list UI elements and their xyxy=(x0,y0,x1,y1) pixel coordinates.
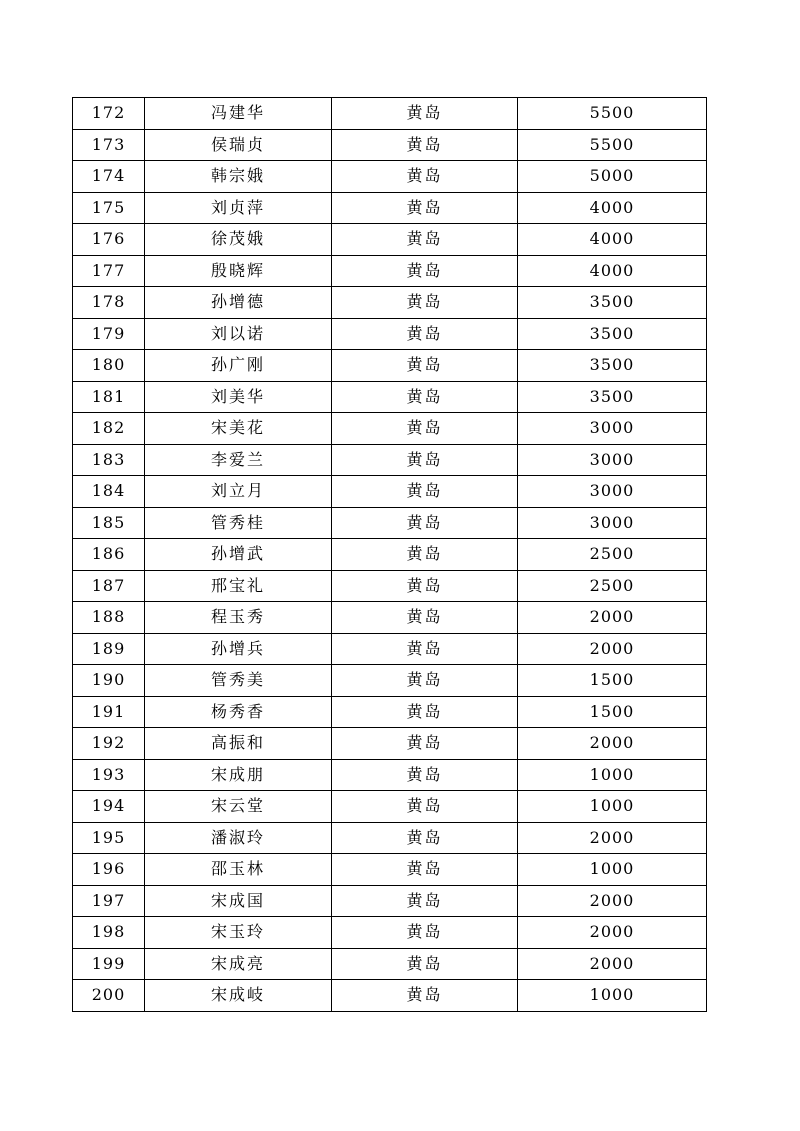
table-row xyxy=(73,759,707,791)
person-name: 宋玉玲 xyxy=(145,917,332,949)
amount-value: 2000 xyxy=(518,822,707,854)
place-name: 黄岛 xyxy=(332,539,518,571)
table-row xyxy=(73,602,707,634)
amount-value: 1000 xyxy=(518,980,707,1012)
amount-value: 5500 xyxy=(518,98,707,130)
person-name: 邢宝礼 xyxy=(145,570,332,602)
row-number: 193 xyxy=(73,759,145,791)
row-number: 198 xyxy=(73,917,145,949)
row-number: 184 xyxy=(73,476,145,508)
person-name: 徐茂娥 xyxy=(145,224,332,256)
place-name: 黄岛 xyxy=(332,255,518,287)
row-number: 196 xyxy=(73,854,145,886)
row-number: 190 xyxy=(73,665,145,697)
place-name: 黄岛 xyxy=(332,570,518,602)
row-number: 199 xyxy=(73,948,145,980)
amount-value: 4000 xyxy=(518,255,707,287)
place-name: 黄岛 xyxy=(332,98,518,130)
table-row xyxy=(73,413,707,445)
table-row xyxy=(73,476,707,508)
person-name: 宋成亮 xyxy=(145,948,332,980)
person-name: 高振和 xyxy=(145,728,332,760)
person-name: 冯建华 xyxy=(145,98,332,130)
row-number: 200 xyxy=(73,980,145,1012)
amount-value: 3500 xyxy=(518,381,707,413)
table-row xyxy=(73,381,707,413)
person-name: 孙广刚 xyxy=(145,350,332,382)
row-number: 188 xyxy=(73,602,145,634)
row-number: 175 xyxy=(73,192,145,224)
place-name: 黄岛 xyxy=(332,413,518,445)
place-name: 黄岛 xyxy=(332,476,518,508)
table-row xyxy=(73,287,707,319)
row-number: 187 xyxy=(73,570,145,602)
row-number: 189 xyxy=(73,633,145,665)
row-number: 179 xyxy=(73,318,145,350)
amount-value: 3500 xyxy=(518,350,707,382)
person-name: 李爱兰 xyxy=(145,444,332,476)
person-name: 潘淑玲 xyxy=(145,822,332,854)
amount-value: 3000 xyxy=(518,413,707,445)
amount-value: 1500 xyxy=(518,696,707,728)
table-row xyxy=(73,350,707,382)
table-row xyxy=(73,948,707,980)
row-number: 194 xyxy=(73,791,145,823)
person-name: 宋成国 xyxy=(145,885,332,917)
place-name: 黄岛 xyxy=(332,948,518,980)
person-name: 刘立月 xyxy=(145,476,332,508)
amount-value: 2000 xyxy=(518,885,707,917)
person-name: 孙增兵 xyxy=(145,633,332,665)
table-row xyxy=(73,980,707,1012)
place-name: 黄岛 xyxy=(332,129,518,161)
row-number: 178 xyxy=(73,287,145,319)
row-number: 197 xyxy=(73,885,145,917)
person-name: 邵玉林 xyxy=(145,854,332,886)
row-number: 180 xyxy=(73,350,145,382)
place-name: 黄岛 xyxy=(332,728,518,760)
row-number: 192 xyxy=(73,728,145,760)
person-name: 管秀美 xyxy=(145,665,332,697)
person-name: 宋成岐 xyxy=(145,980,332,1012)
amount-value: 1000 xyxy=(518,759,707,791)
amount-value: 3000 xyxy=(518,507,707,539)
table-row xyxy=(73,728,707,760)
amount-value: 2000 xyxy=(518,728,707,760)
row-number: 176 xyxy=(73,224,145,256)
place-name: 黄岛 xyxy=(332,444,518,476)
row-number: 181 xyxy=(73,381,145,413)
place-name: 黄岛 xyxy=(332,381,518,413)
row-number: 195 xyxy=(73,822,145,854)
table-row xyxy=(73,854,707,886)
place-name: 黄岛 xyxy=(332,161,518,193)
row-number: 182 xyxy=(73,413,145,445)
amount-value: 3000 xyxy=(518,444,707,476)
table-row xyxy=(73,444,707,476)
person-name: 程玉秀 xyxy=(145,602,332,634)
table-row xyxy=(73,665,707,697)
amount-value: 1000 xyxy=(518,791,707,823)
row-number: 191 xyxy=(73,696,145,728)
person-name: 韩宗娥 xyxy=(145,161,332,193)
amount-value: 2000 xyxy=(518,917,707,949)
table-row xyxy=(73,98,707,130)
place-name: 黄岛 xyxy=(332,192,518,224)
row-number: 185 xyxy=(73,507,145,539)
amount-value: 5000 xyxy=(518,161,707,193)
row-number: 174 xyxy=(73,161,145,193)
table-row xyxy=(73,822,707,854)
amount-value: 2500 xyxy=(518,570,707,602)
person-name: 殷晓辉 xyxy=(145,255,332,287)
roster-table xyxy=(72,97,707,1012)
amount-value: 2000 xyxy=(518,948,707,980)
place-name: 黄岛 xyxy=(332,791,518,823)
place-name: 黄岛 xyxy=(332,696,518,728)
person-name: 宋美花 xyxy=(145,413,332,445)
table-row xyxy=(73,224,707,256)
place-name: 黄岛 xyxy=(332,885,518,917)
table-row xyxy=(73,633,707,665)
place-name: 黄岛 xyxy=(332,917,518,949)
person-name: 管秀桂 xyxy=(145,507,332,539)
row-number: 173 xyxy=(73,129,145,161)
place-name: 黄岛 xyxy=(332,602,518,634)
person-name: 孙增德 xyxy=(145,287,332,319)
person-name: 刘美华 xyxy=(145,381,332,413)
place-name: 黄岛 xyxy=(332,854,518,886)
row-number: 177 xyxy=(73,255,145,287)
table-row xyxy=(73,696,707,728)
place-name: 黄岛 xyxy=(332,665,518,697)
place-name: 黄岛 xyxy=(332,980,518,1012)
row-number: 186 xyxy=(73,539,145,571)
amount-value: 2500 xyxy=(518,539,707,571)
table-row xyxy=(73,539,707,571)
place-name: 黄岛 xyxy=(332,287,518,319)
table-row xyxy=(73,161,707,193)
table-row xyxy=(73,318,707,350)
amount-value: 2000 xyxy=(518,602,707,634)
row-number: 183 xyxy=(73,444,145,476)
table-row xyxy=(73,791,707,823)
person-name: 杨秀香 xyxy=(145,696,332,728)
place-name: 黄岛 xyxy=(332,759,518,791)
amount-value: 4000 xyxy=(518,224,707,256)
table-row xyxy=(73,255,707,287)
amount-value: 5500 xyxy=(518,129,707,161)
table-row xyxy=(73,507,707,539)
person-name: 孙增武 xyxy=(145,539,332,571)
amount-value: 4000 xyxy=(518,192,707,224)
roster-table-body xyxy=(73,98,707,1012)
person-name: 宋云堂 xyxy=(145,791,332,823)
table-row xyxy=(73,129,707,161)
amount-value: 1000 xyxy=(518,854,707,886)
person-name: 刘贞萍 xyxy=(145,192,332,224)
place-name: 黄岛 xyxy=(332,318,518,350)
place-name: 黄岛 xyxy=(332,822,518,854)
person-name: 侯瑞贞 xyxy=(145,129,332,161)
table-row xyxy=(73,192,707,224)
table-row xyxy=(73,570,707,602)
amount-value: 3000 xyxy=(518,476,707,508)
amount-value: 2000 xyxy=(518,633,707,665)
table-row xyxy=(73,917,707,949)
table-row xyxy=(73,885,707,917)
amount-value: 3500 xyxy=(518,318,707,350)
amount-value: 1500 xyxy=(518,665,707,697)
amount-value: 3500 xyxy=(518,287,707,319)
place-name: 黄岛 xyxy=(332,350,518,382)
place-name: 黄岛 xyxy=(332,507,518,539)
place-name: 黄岛 xyxy=(332,633,518,665)
person-name: 宋成朋 xyxy=(145,759,332,791)
person-name: 刘以诺 xyxy=(145,318,332,350)
place-name: 黄岛 xyxy=(332,224,518,256)
row-number: 172 xyxy=(73,98,145,130)
